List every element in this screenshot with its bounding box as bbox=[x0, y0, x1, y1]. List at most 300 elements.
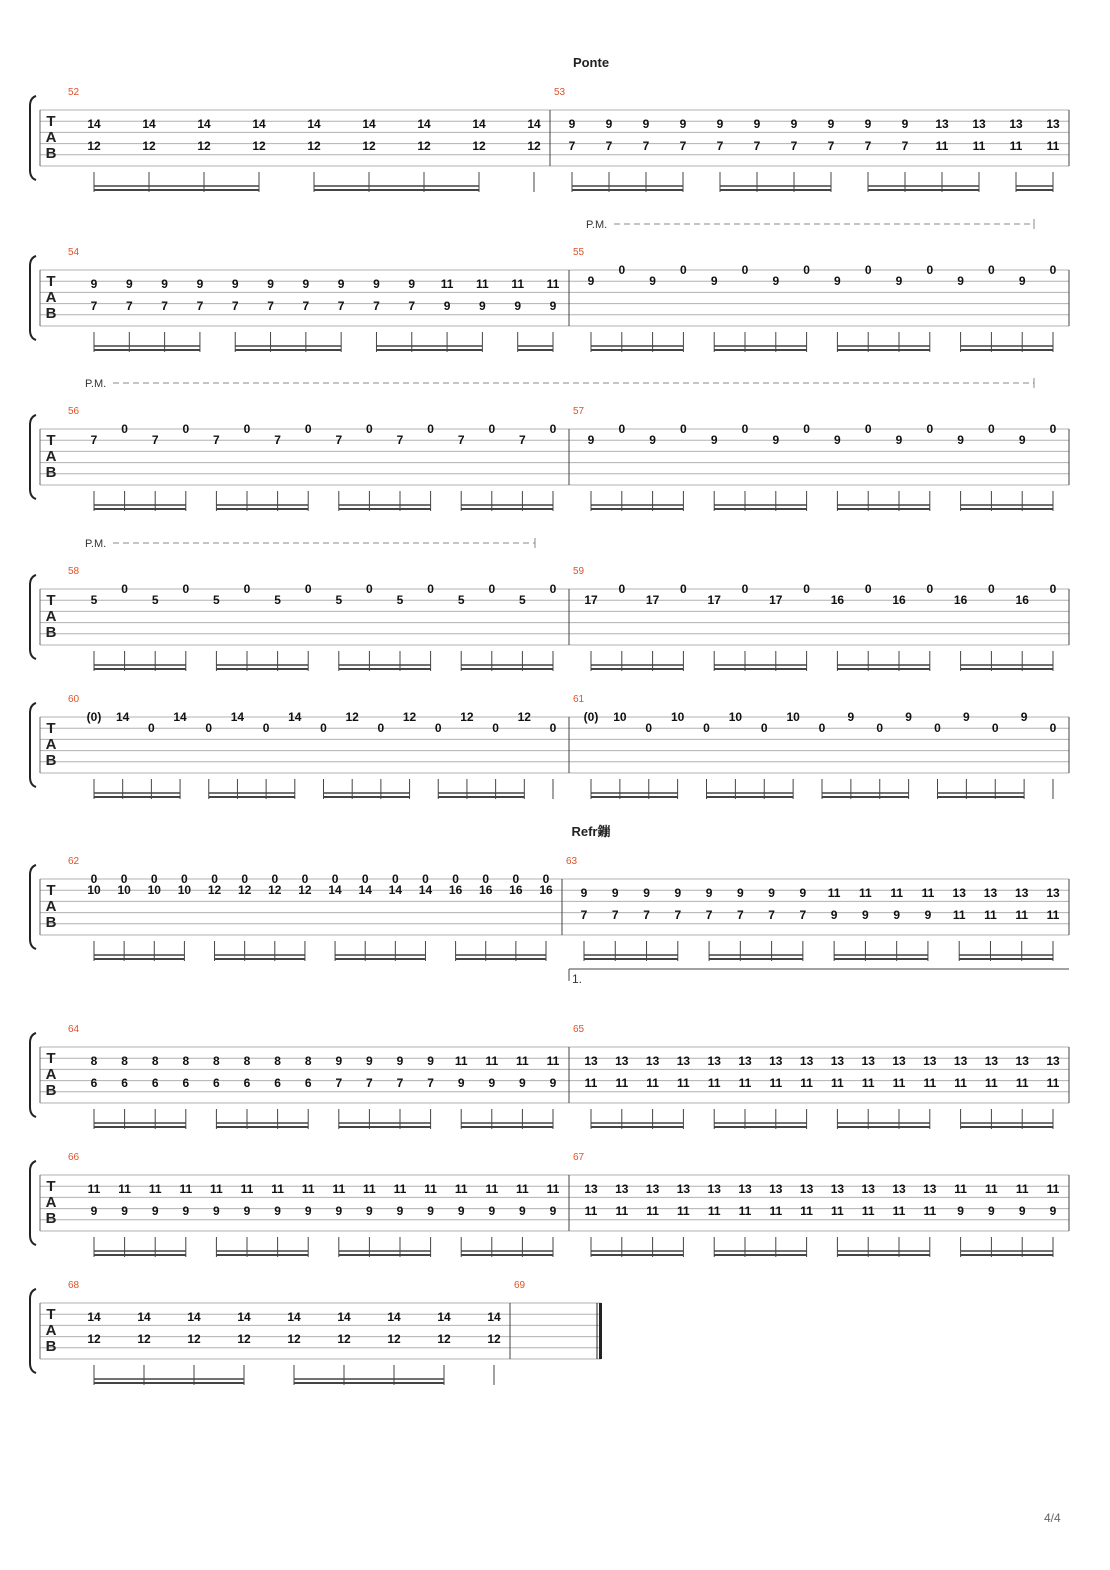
fret-number: 14 bbox=[437, 1310, 451, 1324]
fret-number: 13 bbox=[892, 1182, 906, 1196]
fret-number: 5 bbox=[213, 593, 220, 607]
fret-number: 0 bbox=[542, 872, 550, 886]
fret-number: 0 bbox=[262, 721, 270, 735]
fret-number: 11 bbox=[972, 139, 986, 153]
fret-number: 7 bbox=[716, 139, 724, 153]
fret-number: 14 bbox=[527, 117, 541, 131]
fret-number: 17 bbox=[584, 593, 598, 607]
fret-number: 0 bbox=[864, 263, 872, 277]
fret-number: 9 bbox=[549, 1076, 557, 1090]
tab-clef-letter: A bbox=[45, 289, 57, 306]
fret-number: 6 bbox=[182, 1076, 190, 1090]
fret-number: 7 bbox=[196, 299, 204, 313]
fret-number: 11 bbox=[769, 1204, 783, 1218]
system-brace bbox=[30, 256, 36, 340]
tab-clef-letter: B bbox=[45, 1082, 57, 1099]
fret-number: 11 bbox=[516, 1054, 529, 1068]
fret-number: 0 bbox=[366, 422, 373, 436]
measure-number: 66 bbox=[68, 1152, 80, 1163]
fret-number: 11 bbox=[646, 1204, 659, 1218]
fret-number: 13 bbox=[615, 1054, 629, 1068]
fret-number: 11 bbox=[546, 1054, 560, 1068]
fret-number: 16 bbox=[539, 883, 553, 897]
fret-number: 17 bbox=[645, 593, 660, 607]
fret-number: 0 bbox=[182, 422, 190, 436]
tab-clef-letter: A bbox=[45, 1066, 57, 1083]
fret-number: 0 bbox=[488, 582, 496, 596]
fret-number: 10 bbox=[147, 883, 161, 897]
fret-number: 0 bbox=[427, 582, 434, 596]
fret-number: 9 bbox=[479, 299, 486, 313]
fret-number: 11 bbox=[332, 1182, 346, 1196]
fret-number: 0 bbox=[876, 721, 884, 735]
fret-number: 12 bbox=[387, 1332, 401, 1346]
fret-number: 12 bbox=[237, 883, 252, 897]
fret-number: 13 bbox=[984, 1054, 999, 1068]
fret-number: 11 bbox=[546, 1182, 560, 1196]
fret-number: 9 bbox=[549, 1204, 557, 1218]
measure-number: 59 bbox=[573, 566, 585, 577]
fret-number: 0 bbox=[803, 263, 810, 277]
fret-number: 6 bbox=[151, 1076, 159, 1090]
fret-number: 11 bbox=[646, 1076, 659, 1090]
fret-number: 0 bbox=[492, 721, 499, 735]
fret-number: 12 bbox=[142, 139, 156, 153]
fret-number: 7 bbox=[790, 139, 798, 153]
fret-number: 8 bbox=[213, 1054, 220, 1068]
fret-number: 12 bbox=[527, 139, 541, 153]
fret-number: 9 bbox=[605, 117, 613, 131]
fret-number: 11 bbox=[1015, 1076, 1029, 1090]
fret-number: 16 bbox=[479, 883, 493, 897]
fret-number: 11 bbox=[831, 1204, 844, 1218]
tab-clef-letter: T bbox=[46, 1178, 56, 1195]
fret-number: 9 bbox=[895, 433, 903, 447]
fret-number: 9 bbox=[834, 433, 841, 447]
fret-number: 9 bbox=[864, 117, 872, 131]
measure-number: 67 bbox=[573, 1152, 585, 1163]
fret-number: 7 bbox=[457, 433, 465, 447]
tab-clef-letter: T bbox=[46, 113, 56, 130]
fret-number: 12 bbox=[87, 1332, 101, 1346]
page-number: 4/4 bbox=[1044, 1511, 1061, 1525]
fret-number: 6 bbox=[213, 1076, 220, 1090]
fret-number: 14 bbox=[418, 883, 433, 897]
fret-number: 0 bbox=[512, 872, 520, 886]
fret-number: 11 bbox=[485, 1182, 499, 1196]
fret-number: 11 bbox=[1046, 908, 1060, 922]
measure-number: 68 bbox=[68, 1280, 80, 1291]
measure-number: 57 bbox=[573, 406, 585, 417]
fret-number: 9 bbox=[196, 277, 204, 291]
fret-number: 13 bbox=[1046, 1054, 1060, 1068]
fret-number: 5 bbox=[457, 593, 465, 607]
tab-clef-letter: T bbox=[46, 882, 56, 899]
fret-number: 0 bbox=[211, 872, 218, 886]
fret-number: 9 bbox=[643, 886, 650, 900]
fret-number: 13 bbox=[738, 1182, 752, 1196]
fret-number: 7 bbox=[580, 908, 588, 922]
fret-number: 11 bbox=[1015, 908, 1029, 922]
tab-clef-letter: B bbox=[45, 624, 57, 641]
fret-number: 9 bbox=[457, 1204, 465, 1218]
fret-number: 9 bbox=[710, 274, 718, 288]
fret-number: 11 bbox=[179, 1182, 193, 1196]
fret-number: 9 bbox=[213, 1204, 220, 1218]
fret-number: 7 bbox=[337, 299, 345, 313]
fret-number: 14 bbox=[187, 1310, 201, 1324]
fret-number: 11 bbox=[363, 1182, 376, 1196]
fret-number: 11 bbox=[769, 1076, 783, 1090]
fret-number: 11 bbox=[800, 1076, 813, 1090]
fret-number: 9 bbox=[182, 1204, 190, 1218]
fret-number: 7 bbox=[642, 139, 650, 153]
fret-number: 11 bbox=[148, 1182, 162, 1196]
fret-number: 0 bbox=[182, 582, 190, 596]
fret-number: 0 bbox=[618, 263, 626, 277]
fret-number: 14 bbox=[116, 710, 130, 724]
fret-number: 0 bbox=[680, 422, 687, 436]
measure-number: 61 bbox=[573, 694, 585, 705]
fret-number: 11 bbox=[615, 1204, 629, 1218]
fret-number: 11 bbox=[859, 886, 872, 900]
fret-number: 14 bbox=[287, 1310, 301, 1324]
measure-number: 63 bbox=[566, 856, 578, 867]
fret-number: 9 bbox=[834, 274, 841, 288]
fret-number: 7 bbox=[231, 299, 239, 313]
fret-number: 9 bbox=[302, 277, 310, 291]
fret-number: 9 bbox=[905, 710, 912, 724]
fret-number: 11 bbox=[210, 1182, 223, 1196]
tab-clef-letter: B bbox=[45, 914, 57, 931]
fret-number: 0 bbox=[121, 582, 128, 596]
fret-number: 8 bbox=[182, 1054, 190, 1068]
fret-number: 11 bbox=[923, 1076, 937, 1090]
fret-number: 9 bbox=[337, 277, 345, 291]
fret-number: 9 bbox=[1049, 1204, 1057, 1218]
fret-number: 11 bbox=[1046, 1182, 1060, 1196]
tab-clef-letter: B bbox=[45, 752, 57, 769]
fret-number: 7 bbox=[679, 139, 687, 153]
fret-number: 0 bbox=[150, 872, 158, 886]
fret-number: 7 bbox=[519, 433, 526, 447]
fret-number: 9 bbox=[243, 1204, 251, 1218]
fret-number: 14 bbox=[362, 117, 376, 131]
measure-number: 53 bbox=[554, 87, 566, 98]
palm-mute-label: P.M. bbox=[586, 219, 608, 231]
fret-number: 13 bbox=[1015, 886, 1029, 900]
fret-number: 6 bbox=[274, 1076, 281, 1090]
fret-number: 12 bbox=[287, 1332, 301, 1346]
fret-number: 14 bbox=[328, 883, 342, 897]
fret-number: 7 bbox=[335, 433, 343, 447]
fret-number: 0 bbox=[361, 872, 369, 886]
fret-number: 12 bbox=[252, 139, 266, 153]
fret-number: 9 bbox=[1018, 433, 1026, 447]
fret-number: 11 bbox=[707, 1076, 721, 1090]
fret-number: 16 bbox=[830, 593, 845, 607]
tab-clef-letter: B bbox=[45, 1210, 57, 1227]
fret-number: 7 bbox=[827, 139, 835, 153]
fret-number: 13 bbox=[830, 1182, 845, 1196]
fret-number: 10 bbox=[613, 710, 627, 724]
fret-number: 9 bbox=[366, 1204, 373, 1218]
system-brace bbox=[30, 575, 36, 659]
fret-number: 12 bbox=[237, 1332, 251, 1346]
fret-number: 16 bbox=[1015, 593, 1029, 607]
fret-number: 0 bbox=[618, 422, 626, 436]
measure-number: 64 bbox=[68, 1024, 80, 1035]
tab-clef-letter: A bbox=[45, 1322, 57, 1339]
fret-number: 9 bbox=[736, 886, 744, 900]
fret-number: 7 bbox=[705, 908, 713, 922]
measure-number: 69 bbox=[514, 1280, 526, 1291]
fret-number: 7 bbox=[396, 433, 404, 447]
fret-number: 11 bbox=[1009, 139, 1023, 153]
fret-number: 9 bbox=[231, 277, 239, 291]
fret-number: 7 bbox=[274, 433, 281, 447]
fret-number: 11 bbox=[677, 1204, 690, 1218]
fret-number: 13 bbox=[953, 1054, 968, 1068]
fret-number: 12 bbox=[517, 710, 531, 724]
fret-number: 9 bbox=[427, 1054, 434, 1068]
fret-number: 7 bbox=[799, 908, 807, 922]
measure-number: 62 bbox=[68, 856, 80, 867]
fret-number: 11 bbox=[952, 908, 966, 922]
fret-number: 13 bbox=[892, 1054, 906, 1068]
fret-number: 9 bbox=[768, 886, 775, 900]
fret-number: 14 bbox=[197, 117, 211, 131]
fret-number: 9 bbox=[519, 1076, 526, 1090]
fret-number: 9 bbox=[772, 433, 780, 447]
fret-number: 11 bbox=[424, 1182, 437, 1196]
system-brace bbox=[30, 1033, 36, 1117]
tab-clef-letter: T bbox=[46, 592, 56, 609]
fret-number: 13 bbox=[769, 1054, 783, 1068]
fret-number: 6 bbox=[304, 1076, 312, 1090]
fret-number: 9 bbox=[847, 710, 855, 724]
fret-number: 10 bbox=[670, 710, 685, 724]
system-brace bbox=[30, 1289, 36, 1373]
fret-number: 0 bbox=[120, 872, 128, 886]
fret-number: 11 bbox=[892, 1204, 906, 1218]
tab-clef-letter: A bbox=[45, 898, 57, 915]
fret-number: 0 bbox=[1049, 263, 1057, 277]
measure-number: 54 bbox=[68, 247, 80, 258]
fret-number: 9 bbox=[90, 1204, 98, 1218]
fret-number: 11 bbox=[240, 1182, 254, 1196]
fret-number: 0 bbox=[148, 721, 155, 735]
measure-number: 65 bbox=[573, 1024, 585, 1035]
fret-number: 12 bbox=[268, 883, 282, 897]
fret-number: (0) bbox=[583, 710, 599, 724]
fret-number: 0 bbox=[991, 721, 999, 735]
fret-number: 7 bbox=[161, 299, 168, 313]
fret-number: 0 bbox=[331, 872, 339, 886]
fret-number: 14 bbox=[288, 710, 302, 724]
fret-number: 12 bbox=[362, 139, 376, 153]
fret-number: 9 bbox=[151, 1204, 159, 1218]
fret-number: 9 bbox=[549, 299, 557, 313]
fret-number: 12 bbox=[472, 139, 486, 153]
fret-number: 12 bbox=[298, 883, 312, 897]
fret-number: 12 bbox=[437, 1332, 451, 1346]
fret-number: 16 bbox=[448, 883, 463, 897]
fret-number: 0 bbox=[618, 582, 626, 596]
fret-number: 0 bbox=[304, 422, 312, 436]
fret-number: 16 bbox=[892, 593, 906, 607]
fret-number: 0 bbox=[934, 721, 941, 735]
fret-number: 9 bbox=[827, 117, 835, 131]
fret-number: 0 bbox=[488, 422, 496, 436]
fret-number: 16 bbox=[509, 883, 523, 897]
fret-number: 7 bbox=[373, 299, 380, 313]
fret-number: 7 bbox=[302, 299, 310, 313]
fret-number: 14 bbox=[230, 710, 245, 724]
tab-clef-letter: B bbox=[45, 1338, 57, 1355]
fret-number: 0 bbox=[366, 582, 373, 596]
fret-number: 0 bbox=[703, 721, 710, 735]
fret-number: 0 bbox=[427, 422, 434, 436]
fret-number: 13 bbox=[1046, 886, 1060, 900]
fret-number: 11 bbox=[738, 1204, 752, 1218]
tab-clef-letter: A bbox=[45, 1194, 57, 1211]
tab-clef-letter: A bbox=[45, 736, 57, 753]
fret-number: 11 bbox=[892, 1076, 906, 1090]
fret-number: 11 bbox=[1046, 1076, 1060, 1090]
fret-number: 9 bbox=[790, 117, 798, 131]
fret-number: 12 bbox=[337, 1332, 351, 1346]
fret-number: 5 bbox=[396, 593, 404, 607]
fret-number: 11 bbox=[954, 1182, 967, 1196]
fret-number: 11 bbox=[271, 1182, 284, 1196]
fret-number: 7 bbox=[90, 299, 98, 313]
fret-number: 14 bbox=[358, 883, 372, 897]
fret-number: 0 bbox=[271, 872, 279, 886]
fret-number: 7 bbox=[568, 139, 576, 153]
fret-number: 9 bbox=[753, 117, 761, 131]
fret-number: 8 bbox=[304, 1054, 312, 1068]
fret-number: 5 bbox=[151, 593, 159, 607]
fret-number: 11 bbox=[1046, 139, 1060, 153]
fret-number: 0 bbox=[680, 582, 687, 596]
palm-mute-label: P.M. bbox=[85, 538, 107, 550]
fret-number: 0 bbox=[90, 872, 98, 886]
fret-number: 9 bbox=[366, 1054, 373, 1068]
fret-number: 9 bbox=[895, 274, 903, 288]
fret-number: 9 bbox=[642, 117, 650, 131]
fret-number: 11 bbox=[584, 1076, 598, 1090]
fret-number: 9 bbox=[1018, 274, 1026, 288]
measure-number: 58 bbox=[68, 566, 80, 577]
fret-number: 7 bbox=[643, 908, 650, 922]
fret-number: 0 bbox=[377, 721, 385, 735]
fret-number: 9 bbox=[396, 1054, 404, 1068]
fret-number: 0 bbox=[391, 872, 399, 886]
fret-number: 0 bbox=[803, 582, 810, 596]
fret-number: 11 bbox=[485, 1054, 499, 1068]
tab-clef-letter: T bbox=[46, 1050, 56, 1067]
fret-number: 9 bbox=[335, 1204, 343, 1218]
fret-number: 11 bbox=[1015, 1182, 1029, 1196]
fret-number: 0 bbox=[741, 422, 749, 436]
fret-number: 12 bbox=[402, 710, 417, 724]
fret-number: 12 bbox=[187, 1332, 201, 1346]
fret-number: 12 bbox=[307, 139, 321, 153]
system-brace bbox=[30, 865, 36, 949]
fret-number: 9 bbox=[772, 274, 780, 288]
fret-number: 14 bbox=[388, 883, 403, 897]
fret-number: 12 bbox=[487, 1332, 501, 1346]
fret-number: 7 bbox=[366, 1076, 373, 1090]
fret-number: 11 bbox=[861, 1204, 875, 1218]
tab-clef-letter: B bbox=[45, 305, 57, 322]
fret-number: 7 bbox=[267, 299, 274, 313]
fret-number: 11 bbox=[707, 1204, 721, 1218]
fret-number: 12 bbox=[87, 139, 101, 153]
fret-number: 11 bbox=[301, 1182, 315, 1196]
fret-number: 13 bbox=[738, 1054, 752, 1068]
fret-number: 10 bbox=[177, 883, 192, 897]
fret-number: 14 bbox=[137, 1310, 151, 1324]
fret-number: 8 bbox=[121, 1054, 128, 1068]
fret-number: 0 bbox=[926, 582, 934, 596]
fret-number: 7 bbox=[901, 139, 909, 153]
fret-number: 9 bbox=[862, 908, 869, 922]
fret-number: 0 bbox=[549, 721, 557, 735]
fret-number: 0 bbox=[926, 422, 934, 436]
fret-number: 9 bbox=[267, 277, 274, 291]
fret-number: 8 bbox=[243, 1054, 251, 1068]
fret-number: 9 bbox=[580, 886, 588, 900]
fret-number: 13 bbox=[923, 1054, 937, 1068]
palm-mute-label: P.M. bbox=[85, 378, 107, 390]
fret-number: 9 bbox=[90, 277, 98, 291]
fret-number: 13 bbox=[799, 1182, 814, 1196]
fret-number: 9 bbox=[161, 277, 168, 291]
tab-system bbox=[30, 1289, 601, 1385]
fret-number: 0 bbox=[1049, 721, 1057, 735]
fret-number: 11 bbox=[921, 886, 935, 900]
tab-clef-letter: T bbox=[46, 1306, 56, 1323]
fret-number: 13 bbox=[707, 1182, 721, 1196]
section-title: Ponte bbox=[572, 55, 610, 70]
fret-number: 0 bbox=[680, 263, 687, 277]
fret-number: 11 bbox=[584, 1204, 598, 1218]
fret-number: 9 bbox=[1018, 1204, 1026, 1218]
fret-number: 0 bbox=[1049, 422, 1057, 436]
fret-number: 0 bbox=[741, 263, 749, 277]
fret-number: 6 bbox=[243, 1076, 251, 1090]
fret-number: 9 bbox=[514, 299, 522, 313]
fret-number: 5 bbox=[519, 593, 526, 607]
fret-number: 10 bbox=[87, 883, 101, 897]
fret-number: 9 bbox=[893, 908, 901, 922]
fret-number: 16 bbox=[953, 593, 968, 607]
fret-number: 12 bbox=[460, 710, 474, 724]
fret-number: 13 bbox=[707, 1054, 721, 1068]
fret-number: 9 bbox=[121, 1204, 128, 1218]
measure-number: 55 bbox=[573, 247, 585, 258]
fret-number: 13 bbox=[935, 117, 949, 131]
fret-number: 0 bbox=[988, 422, 995, 436]
fret-number: 9 bbox=[1020, 710, 1028, 724]
fret-number: 7 bbox=[674, 908, 682, 922]
fret-number: 9 bbox=[488, 1204, 496, 1218]
tab-clef-letter: A bbox=[45, 608, 57, 625]
fret-number: 9 bbox=[568, 117, 576, 131]
fret-number: 9 bbox=[988, 1204, 995, 1218]
